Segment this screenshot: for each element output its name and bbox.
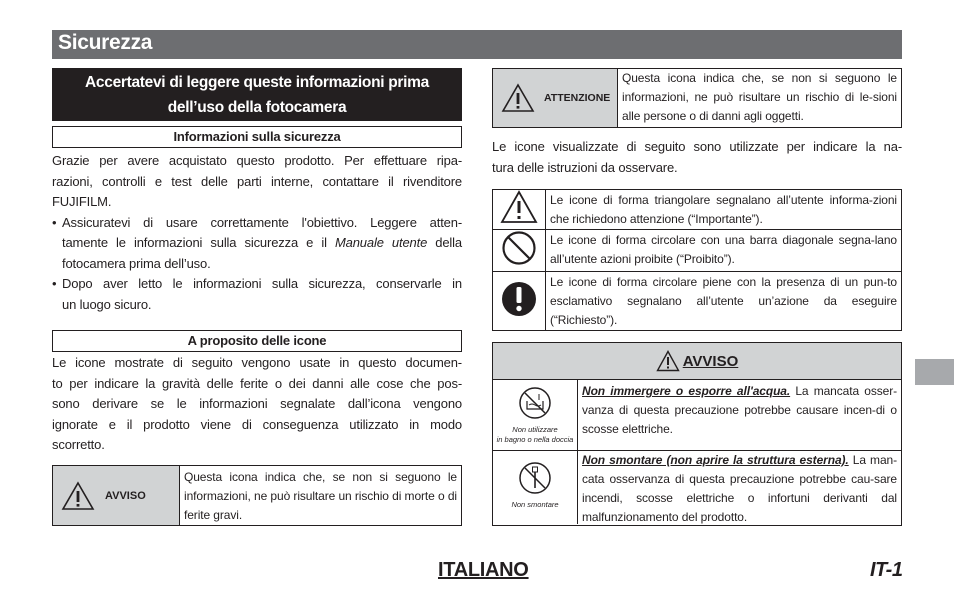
no-disassemble-caption: Non smontare: [511, 500, 559, 509]
no-disassemble-icon: [518, 461, 552, 495]
avviso-warning-box: [492, 342, 902, 526]
icons-subheading: A proposito delle icone: [52, 330, 462, 352]
warning-item-2-bold: Non smontare (non aprire la struttura esterna).: [582, 453, 849, 467]
warning-item-2-text: [578, 451, 901, 524]
warning-item-2: [493, 451, 901, 524]
filled-circle-exclamation-icon: [500, 280, 538, 318]
prohibition-circle-icon: [501, 230, 537, 266]
warning-item-1-text: [578, 380, 901, 450]
warning-item-1-body: La mancata osser-vanza di questa precauzione potrebbe causare incen-di o scosse elettriche.: [582, 384, 897, 436]
manual-reference: Manuale utente: [334, 235, 428, 250]
warning-item-2-body: La man-cata osservanza di questa precauzione potrebbe cau-sare incendi, scosse elettriche o infortuni derivanti dal malfunzionamento del prodotto.: [582, 453, 897, 524]
safety-intro-line3: FUJIFILM.: [52, 194, 112, 209]
icons-section-text: [52, 353, 462, 456]
safety-section-text: [52, 151, 462, 315]
warning-item-2-icon-cell: [493, 451, 578, 524]
icon-row-2-text: Le icone di forma circolare con una barra diagonale segna-lano all’utente azioni proibite (“Proibito”).: [546, 230, 902, 272]
avviso-description: Questa icona indica che, se non si seguono le informazioni, ne può risultare un rischio di morte o di ferite gravi.: [180, 466, 462, 526]
footer-page-number: IT-1: [870, 559, 903, 581]
icons-intro-line2: tura delle istruzioni da osservare.: [492, 159, 678, 175]
safety-subheading: Informazioni sulla sicurezza: [52, 126, 462, 148]
no-water-caption-line1: Non utilizzare: [512, 425, 558, 434]
side-index-tab: [915, 359, 954, 385]
bullet2-line1: • Dopo aver letto le informazioni sulla sicurezza, conservarle in: [62, 276, 462, 291]
warning-item-1-bold: Non immergere o esporre all'acqua.: [582, 384, 791, 398]
bullet2-line2: un luogo sicuro.: [62, 296, 152, 312]
no-water-icon: [518, 386, 552, 420]
icon-cell-required: [493, 272, 546, 331]
icons-para-line1: Le icone mostrate di seguito vengono usate in questo documen-: [52, 355, 462, 370]
icons-para-line3: sono derivare se le informazioni segnalate dall’icona vengono: [52, 396, 462, 411]
avviso-label: AVVISO: [105, 489, 146, 502]
bullet1-line3: fotocamera prima dell’uso.: [62, 255, 211, 271]
main-heading-line1: Accertatevi di leggere queste informazioni prima: [85, 74, 429, 91]
icons-intro-line1: Le icone visualizzate di seguito sono utilizzate per indicare la na-: [492, 139, 902, 154]
caution-triangle-icon: [501, 83, 535, 113]
bullet1-line2: [62, 233, 462, 254]
bullet1-line1: • Assicuratevi di usare correttamente l'obiettivo. Leggere atten-: [62, 214, 462, 230]
safety-bullet-2: [52, 274, 462, 315]
warning-triangle-icon: [61, 481, 95, 511]
icon-cell-triangle: [493, 190, 546, 230]
page-title: Sicurezza: [58, 31, 153, 54]
attenzione-label-cell: [493, 69, 618, 128]
avviso-box-title: AVVISO: [682, 352, 739, 370]
main-heading: [52, 68, 462, 121]
icon-row-3-text: Le icone di forma circolare piene con la presenza di un pun-to esclamativo segnalano all’utente un’azione da eseguire (“Richiesto”).: [546, 272, 902, 331]
safety-intro-line1: Grazie per avere acquistato questo prodotto. Per effettuare ripa-: [52, 153, 462, 168]
attenzione-definition-table: [492, 68, 902, 128]
footer-language: ITALIANO: [438, 559, 529, 581]
bullet1-line2-end: della: [427, 235, 462, 250]
triangle-exclamation-icon: [500, 190, 538, 224]
warning-item-1-icon-cell: [493, 380, 578, 450]
main-heading-line2: dell’uso della fotocamera: [167, 99, 347, 116]
icons-para-line5: scorretto.: [52, 437, 105, 452]
icons-para-line2: to per indicare la gravità delle ferite o dei danni alle cose che pos-: [52, 375, 462, 391]
warning-item-1: [493, 380, 901, 451]
icons-para-line4: ignorate e il prodotto viene di conseguenza utilizzato in modo: [52, 416, 462, 432]
icon-types-table: [492, 189, 902, 331]
attenzione-description: Questa icona indica che, se non si seguono le informazioni, ne può risultare un rischio di le-sioni alle persone o di danni agli oggetti.: [618, 69, 902, 128]
safety-bullet-1: [52, 213, 462, 275]
safety-intro-line2: razioni, controlli e test delle parti interne, contattare il rivenditore: [52, 173, 462, 189]
avviso-definition-table: [52, 465, 462, 526]
icons-intro-text: [492, 137, 902, 178]
avviso-label-cell: [53, 466, 180, 526]
warning-header-icon: [656, 350, 680, 372]
icon-row-1-text: Le icone di forma triangolare segnalano all’utente informa-zioni che richiedono attenzione (“Importante”).: [546, 190, 902, 230]
no-water-caption-line2: in bagno o nella doccia: [496, 435, 574, 444]
bullet1-line2-text: tamente le informazioni sulla sicurezza e il: [62, 235, 335, 250]
avviso-box-header: [493, 343, 901, 380]
attenzione-label: ATTENZIONE: [544, 92, 611, 104]
icon-cell-prohibition: [493, 230, 546, 272]
page-title-bar: [52, 30, 902, 59]
